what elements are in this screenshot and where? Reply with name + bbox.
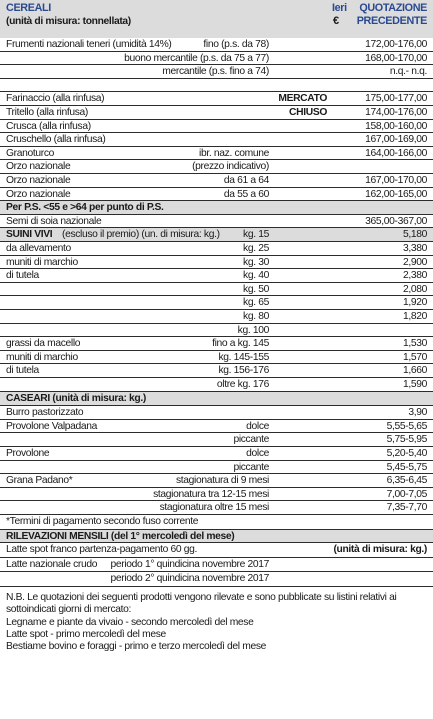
- previous-quote: 167,00-170,00: [365, 175, 427, 186]
- previous-quote: 2,380: [402, 270, 427, 282]
- unit-note: (unità di misura: kg.): [333, 544, 427, 556]
- table-row: [0, 543, 433, 558]
- row-label: grassi da macello: [6, 338, 81, 350]
- caseari-title: CASEARI (unità di misura: kg.): [6, 392, 146, 404]
- row-detail: kg. 25: [243, 243, 269, 254]
- table-row: [0, 106, 433, 120]
- row-label: Semi di soia nazionale: [6, 215, 102, 227]
- row-detail: oltre kg. 176: [216, 379, 269, 390]
- row-detail: stagionatura oltre 15 mesi: [159, 502, 269, 514]
- table-row: [0, 242, 433, 256]
- table-row: [0, 215, 433, 229]
- previous-quote: 174,00-176,00: [365, 107, 427, 118]
- table-row: [0, 296, 433, 310]
- footnote-line: Latte spot - primo mercoledì del mese: [6, 628, 166, 640]
- previous-quote: 2,080: [402, 283, 427, 295]
- row-detail: ibr. naz. comune: [199, 147, 269, 159]
- previous-quote: 3,380: [402, 243, 427, 254]
- previous-quote: 158,00-160,00: [365, 120, 427, 132]
- quotazione-label: QUOTAZIONE: [359, 2, 427, 14]
- row-label: Crusca (alla rinfusa): [6, 120, 91, 132]
- table-row: [0, 433, 433, 447]
- row-detail: da 61 a 64: [223, 175, 269, 186]
- row-label: Provolone: [6, 448, 50, 459]
- row-detail: kg. 80: [243, 311, 269, 322]
- table-row: [0, 65, 433, 79]
- row-detail: da 55 a 60: [223, 188, 269, 200]
- footnote-line: Bestiame bovino e foraggi - primo e terzo mercoledì del mese: [6, 641, 267, 653]
- row-label: Cruschello (alla rinfusa): [6, 134, 106, 146]
- previous-quote: 167,00-169,00: [365, 134, 427, 146]
- previous-quote: 1,570: [402, 351, 427, 363]
- row-label: Orzo nazionale: [6, 188, 71, 200]
- table-row: [0, 120, 433, 134]
- table-row: [0, 79, 433, 93]
- previous-quote: n.q.- n.q.: [389, 66, 427, 78]
- row-detail: piccante: [233, 461, 269, 473]
- euro-symbol: €: [333, 15, 339, 27]
- row-detail: kg. 65: [243, 297, 269, 309]
- previous-quote: 1,530: [402, 338, 427, 350]
- row-detail: periodo 2° quindicina novembre 2017: [110, 573, 269, 585]
- unit-subtitle: (unità di misura: tonnellata): [6, 16, 131, 27]
- row-label: Farinaccio (alla rinfusa): [6, 93, 105, 105]
- table-row: [0, 310, 433, 324]
- previous-quote: 7,35-7,70: [386, 502, 427, 514]
- table-row: [0, 188, 433, 202]
- row-detail: (prezzo indicativo): [192, 161, 269, 173]
- row-label: Latte spot franco partenza-pagamento 60 gg.: [6, 544, 198, 556]
- previous-quote: 7,00-7,05: [386, 488, 427, 500]
- table-row: [0, 572, 433, 587]
- row-detail: kg. 156-176: [218, 365, 269, 377]
- previous-quote: 5,75-5,95: [386, 434, 427, 446]
- rilevazioni-title: RILEVAZIONI MENSILI (del 1° mercoledì del mese): [6, 530, 235, 542]
- row-label: di tutela: [6, 270, 39, 282]
- table-row: [0, 174, 433, 188]
- suini-header: [0, 228, 433, 242]
- table-row: [0, 256, 433, 270]
- row-detail: mercantile (p.s. fino a 74): [162, 66, 269, 78]
- previous-quote: 2,900: [402, 256, 427, 268]
- table-row: [0, 488, 433, 502]
- previous-quote: 172,00-176,00: [365, 39, 427, 50]
- table-row: [0, 283, 433, 297]
- row-detail: dolce: [246, 420, 269, 432]
- row-detail: kg. 145-155: [218, 351, 269, 363]
- row-label: Tritello (alla rinfusa): [6, 107, 88, 118]
- rilevazioni-header: [0, 530, 433, 544]
- row-detail: fino a kg. 145: [212, 338, 269, 350]
- caseari-header: [0, 392, 433, 407]
- row-detail: kg. 40: [243, 270, 269, 282]
- row-label: muniti di marchio: [6, 256, 78, 268]
- row-label: Orzo nazionale: [6, 175, 71, 186]
- row-detail: kg. 50: [243, 283, 269, 295]
- row-detail: kg. 30: [243, 256, 269, 268]
- termini-note: [0, 515, 433, 530]
- table-row: [0, 474, 433, 488]
- previous-quote: 6,35-6,45: [386, 475, 427, 487]
- table-row: [0, 447, 433, 461]
- previous-quote: 5,55-5,65: [386, 420, 427, 432]
- previous-quote: 1,820: [402, 311, 427, 322]
- previous-quote: 365,00-367,00: [365, 215, 427, 227]
- table-row: [0, 420, 433, 434]
- row-label: Burro pastorizzato: [6, 407, 84, 419]
- table-row: [0, 147, 433, 161]
- table-row: [0, 406, 433, 420]
- precedente-label: PRECEDENTE: [356, 15, 427, 27]
- row-label: di tutela: [6, 365, 39, 377]
- table-row: [0, 160, 433, 174]
- row-detail: dolce: [246, 448, 269, 459]
- previous-quote: 1,920: [402, 297, 427, 309]
- row-detail: stagionatura di 9 mesi: [175, 475, 269, 487]
- table-row: [0, 133, 433, 147]
- previous-quote: 5,45-5,75: [386, 461, 427, 473]
- previous-quote: 175,00-177,00: [365, 93, 427, 105]
- ps-note: Per P.S. <55 e >64 per punto di P.S.: [6, 202, 164, 214]
- table-row: [0, 364, 433, 378]
- table-row: [0, 269, 433, 283]
- ieri-column-label: Ieri: [332, 2, 347, 14]
- table-row: [0, 501, 433, 515]
- previous-quote: 5,20-5,40: [386, 448, 427, 459]
- cereali-header: [0, 0, 433, 38]
- row-detail: stagionatura tra 12-15 mesi: [153, 488, 269, 500]
- table-row: [0, 52, 433, 66]
- table-row: [0, 378, 433, 392]
- previous-quote: 162,00-165,00: [365, 188, 427, 200]
- row-label: Granoturco: [6, 147, 55, 159]
- row-detail: kg. 15: [243, 229, 269, 241]
- table-row: [0, 461, 433, 475]
- row-detail: fino (p.s. da 78): [203, 39, 269, 50]
- row-detail: periodo 1° quindicina novembre 2017: [110, 558, 269, 570]
- table-row: [0, 337, 433, 351]
- table-row: [0, 558, 433, 573]
- table-row: [0, 38, 433, 52]
- payment-terms-note: *Termini di pagamento secondo fuso corrente: [6, 516, 199, 527]
- previous-quote: 1,590: [402, 379, 427, 390]
- row-label: Orzo nazionale: [6, 161, 71, 173]
- footnote-line: N.B. Le quotazioni dei seguenti prodotti vengono rilevate e sono pubblicate su listini relativi ai: [6, 592, 397, 603]
- row-detail: buono mercantile (p.s. da 75 a 77): [124, 52, 269, 64]
- suini-title: SUINI VIVI: [6, 229, 53, 241]
- previous-quote: 3,90: [408, 407, 427, 419]
- row-label: Latte nazionale crudo: [6, 558, 98, 570]
- previous-quote: 5,180: [402, 229, 427, 241]
- row-label: muniti di marchio: [6, 351, 78, 363]
- footnote-line: Legname e piante da vivaio - secondo mercoledì del mese: [6, 616, 254, 628]
- row-label: Provolone Valpadana: [6, 420, 98, 432]
- row-label: da allevamento: [6, 243, 71, 254]
- table-row: [0, 351, 433, 365]
- suini-unit: (escluso il premio) (un. di misura: kg.): [62, 229, 220, 241]
- row-label: Frumenti nazionali teneri (umidità 14%): [6, 39, 172, 50]
- ieri-value: CHIUSO: [289, 107, 327, 118]
- table-row: [0, 324, 433, 338]
- table-row: [0, 92, 433, 106]
- row-detail: kg. 100: [237, 324, 269, 336]
- footnote-line: sottoindicati giorni di mercato:: [6, 604, 132, 616]
- row-detail: piccante: [233, 434, 269, 446]
- ps-row: [0, 201, 433, 215]
- previous-quote: 1,660: [402, 365, 427, 377]
- previous-quote: 168,00-170,00: [365, 52, 427, 64]
- ieri-value: MERCATO: [278, 93, 327, 105]
- previous-quote: 164,00-166,00: [365, 147, 427, 159]
- row-label: Grana Padano*: [6, 475, 73, 487]
- section-title: CEREALI: [6, 2, 51, 14]
